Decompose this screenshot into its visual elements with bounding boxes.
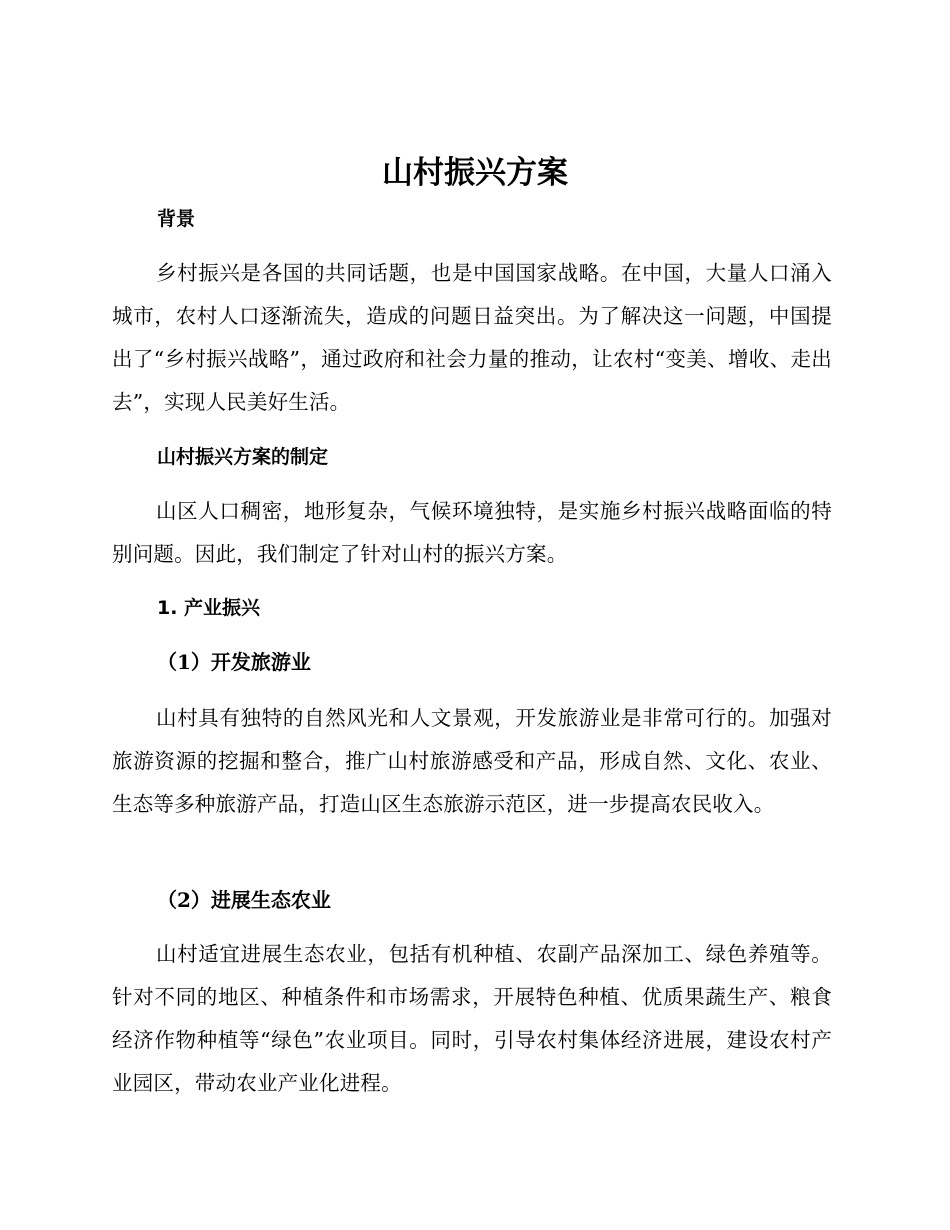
- section-heading-plan: 山村振兴方案的制定: [157, 446, 329, 468]
- paragraph-background: 乡村振兴是各国的共同话题，也是中国国家战略。在中国，大量人口涌入城市，农村人口逐渐流失，造成的问题日益突出。为了解决这一问题，中国提出了“乡村振兴战略”，通过政府和社会力量的推动，让农村“变美、增收、走出去”，实现人民美好生活。: [112, 261, 832, 414]
- section-heading-industry: 1. 产业振兴: [157, 597, 261, 619]
- paragraph-eco-agriculture: 山村适宜进展生态农业，包括有机种植、农副产品深加工、绿色养殖等。针对不同的地区、种植条件和市场需求，开展特色种植、优质果蔬生产、粮食经济作物种植等“绿色”农业项目。同时，引导农村集体经济进展，建设农村产业园区，带动农业产业化进程。: [112, 942, 832, 1095]
- subheading-tourism: （1）开发旅游业: [157, 650, 311, 674]
- section-heading-background: 背景: [157, 208, 196, 230]
- subheading-eco-agriculture: （2）进展生态农业: [157, 888, 331, 912]
- paragraph-plan: 山区人口稠密，地形复杂，气候环境独特，是实施乡村振兴战略面临的特别问题。因此，我们制定了针对山村的振兴方案。: [112, 499, 832, 566]
- document-title: 山村振兴方案: [382, 155, 568, 191]
- paragraph-tourism: 山村具有独特的自然风光和人文景观，开发旅游业是非常可行的。加强对旅游资源的挖掘和整合，推广山村旅游感受和产品，形成自然、文化、农业、生态等多种旅游产品，打造山区生态旅游示范区，进一步提高农民收入。: [112, 706, 832, 816]
